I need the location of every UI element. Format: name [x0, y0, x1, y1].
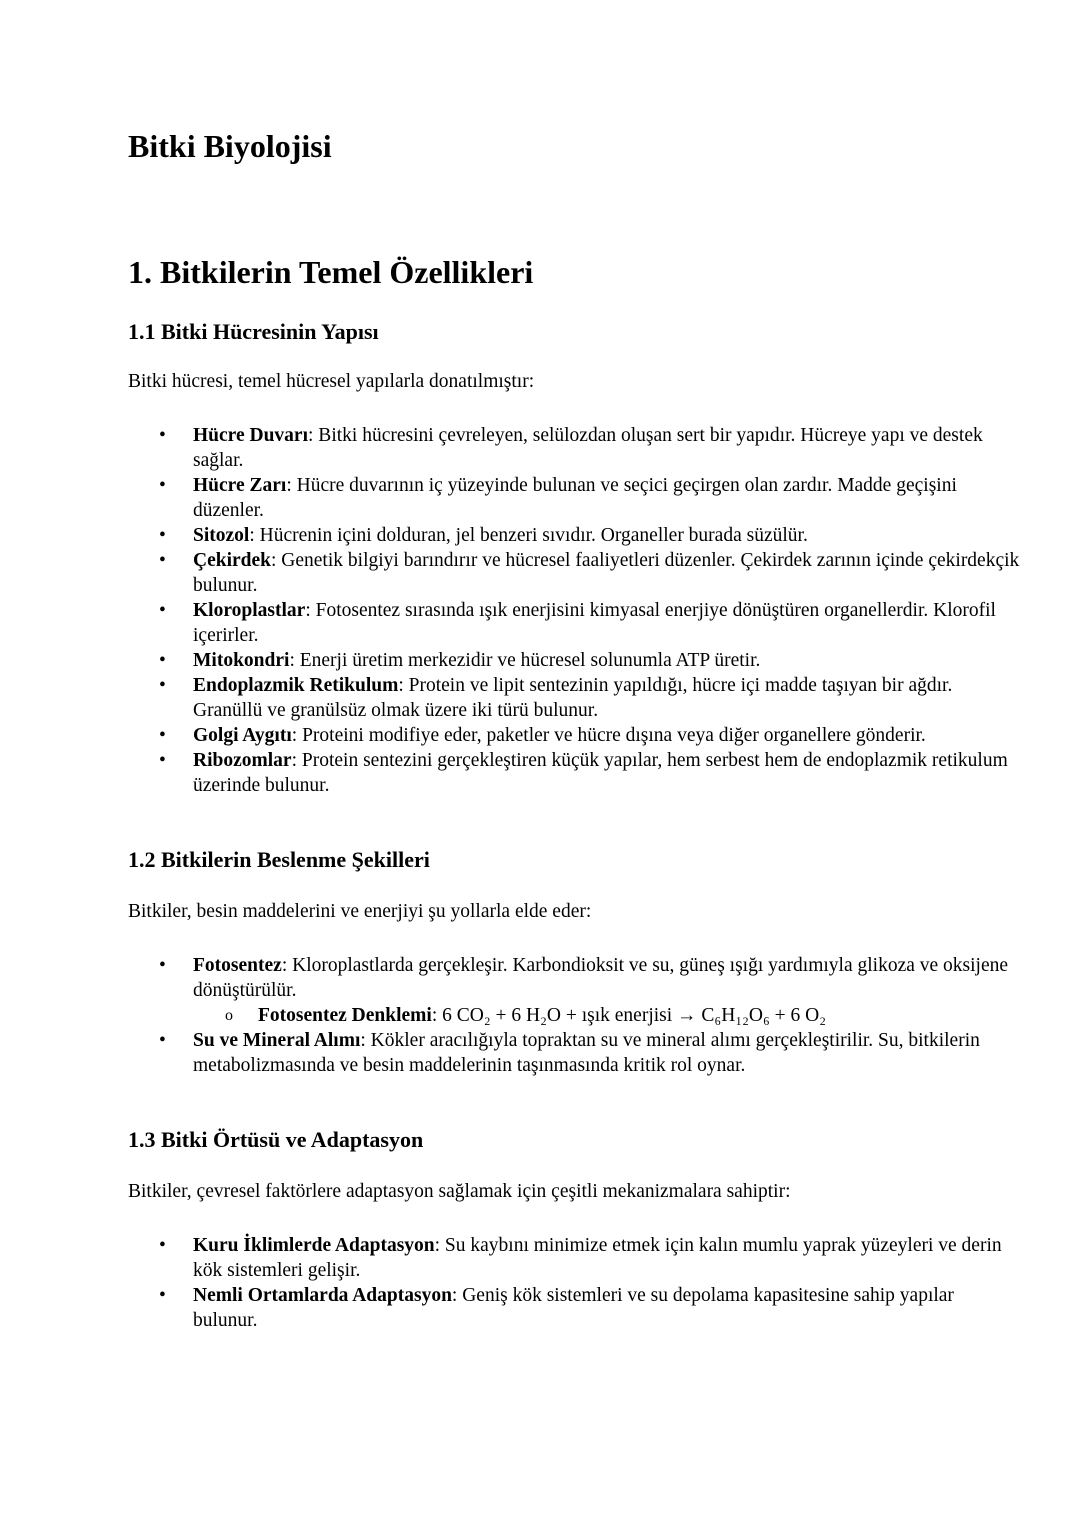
definition: : Fotosentez sırasında ışık enerjisini kimyasal enerjiye dönüştüren organellerdir. Klorofil içerirler. [193, 600, 996, 646]
definition: : Protein ve lipit sentezinin yapıldığı, hücre içi madde taşıyan bir ağdır. Granüllü ve granülsüz olmak üzere iki türü bulunur. [193, 675, 953, 721]
nutrition-list [128, 953, 1023, 1078]
subsection-heading: 1.1 Bitki Hücresinin Yapısı [128, 319, 379, 344]
definition: : Hücrenin içini dolduran, jel benzeri sıvıdır. Organeller burada süzülür. [249, 525, 808, 546]
paragraph: Bitkiler, çevresel faktörlere adaptasyon sağlamak için çeşitli mekanizmalara sahiptir: [128, 1181, 791, 1202]
term: Fotosentez [193, 955, 282, 976]
term: Sitozol [193, 525, 250, 546]
sub-list [193, 1003, 1023, 1028]
term: Fotosentez Denklemi [258, 1005, 432, 1026]
term: Golgi Aygıtı [193, 725, 292, 746]
term: Hücre Zarı [193, 475, 287, 496]
term: Su ve Mineral Alımı [193, 1030, 361, 1051]
list-item [193, 673, 1023, 723]
term: Hücre Duvarı [193, 425, 309, 446]
list-item [193, 953, 1023, 1028]
term: Nemli Ortamlarda Adaptasyon [193, 1285, 452, 1306]
list-item [193, 423, 1023, 473]
definition: : Protein sentezini gerçekleştiren küçük yapılar, hem serbest hem de endoplazmik retikulum üzerinde bulunur. [193, 750, 1008, 796]
cell-structures-list [128, 423, 1023, 798]
definition: : Bitki hücresini çevreleyen, selülozdan oluşan sert bir yapıdır. Hücreye yapı ve destek sağlar. [193, 425, 983, 471]
equation: : 6 CO₂ + 6 H₂O + ışık enerjisi → C₆H₁₂O₆ + 6 O₂ [431, 1005, 827, 1026]
list-item [193, 598, 1023, 648]
list-item [193, 523, 1023, 548]
definition: : Enerji üretim merkezidir ve hücresel solunumla ATP üretir. [289, 650, 761, 671]
term: Ribozomlar [193, 750, 292, 771]
term: Endoplazmik Retikulum [193, 675, 399, 696]
definition: : Hücre duvarının iç yüzeyinde bulunan ve seçici geçirgen olan zardır. Madde geçişini düzenler. [193, 475, 957, 521]
definition: : Kloroplastlarda gerçekleşir. Karbondioksit ve su, güneş ışığı yardımıyla glikoza ve oksijene dönüştürülür. [193, 955, 1009, 1001]
term: Çekirdek [193, 550, 271, 571]
equation-item [258, 1003, 1023, 1028]
definition: : Geniş kök sistemleri ve su depolama kapasitesine sahip yapılar bulunur. [193, 1285, 954, 1331]
list-item [193, 748, 1023, 798]
definition: : Su kaybını minimize etmek için kalın mumlu yaprak yüzeyleri ve derin kök sistemleri gelişir. [193, 1235, 1002, 1281]
list-item [193, 1283, 1023, 1333]
list-item [193, 723, 1023, 748]
list-item [193, 548, 1023, 598]
list-item [193, 1028, 1023, 1078]
subsection-heading: 1.3 Bitki Örtüsü ve Adaptasyon [128, 1127, 424, 1152]
term: Mitokondri [193, 650, 290, 671]
document-title: Bitki Biyolojisi [128, 128, 332, 164]
adaptation-list [128, 1233, 1023, 1333]
subsection-heading: 1.2 Bitkilerin Beslenme Şekilleri [128, 847, 430, 872]
term: Kloroplastlar [193, 600, 306, 621]
definition: : Kökler aracılığıyla topraktan su ve mineral alımı gerçekleştirilir. Su, bitkilerin metabolizmasında ve besin maddelerinin taşınmasında kritik rol oynar. [193, 1030, 980, 1076]
term: Kuru İklimlerde Adaptasyon [193, 1235, 435, 1256]
section-heading: 1. Bitkilerin Temel Özellikleri [128, 254, 534, 290]
definition: : Genetik bilgiyi barındırır ve hücresel faaliyetleri düzenler. Çekirdek zarının içinde çekirdekçik bulunur. [193, 550, 1020, 596]
list-item [193, 473, 1023, 523]
list-item [193, 648, 1023, 673]
definition: : Proteini modifiye eder, paketler ve hücre dışına veya diğer organellere gönderir. [291, 725, 926, 746]
paragraph: Bitkiler, besin maddelerini ve enerjiyi şu yollarla elde eder: [128, 901, 592, 922]
list-item [193, 1233, 1023, 1283]
paragraph: Bitki hücresi, temel hücresel yapılarla donatılmıştır: [128, 371, 535, 392]
